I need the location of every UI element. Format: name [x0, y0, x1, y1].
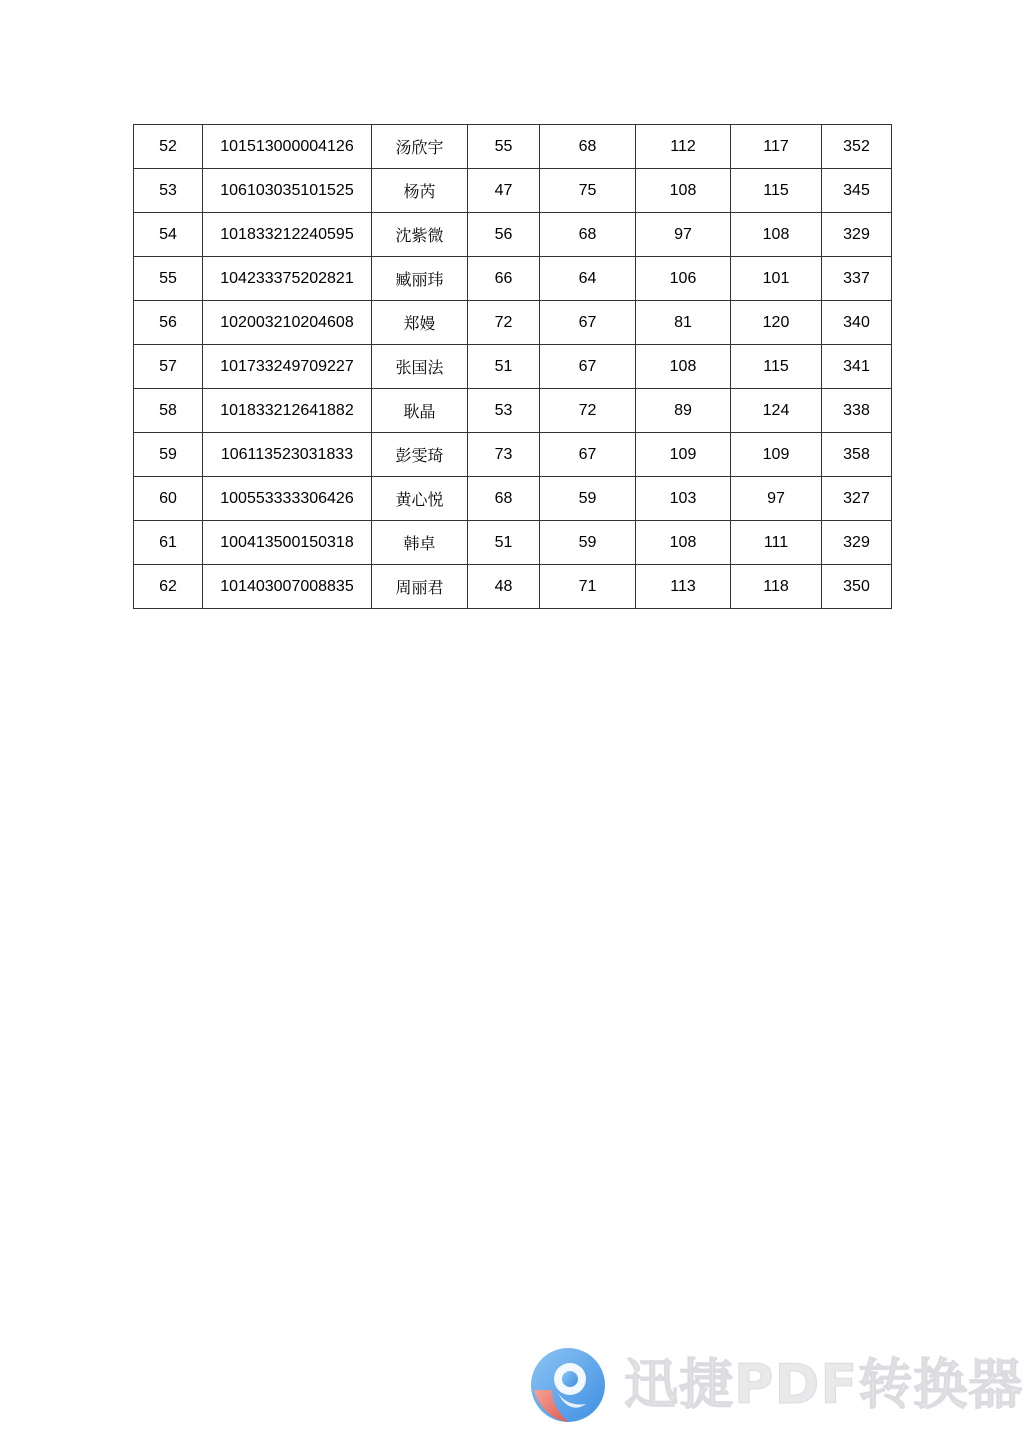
score-3-cell: 106 — [636, 257, 731, 301]
score-1-cell: 55 — [468, 125, 540, 169]
score-2-cell: 59 — [540, 521, 636, 565]
score-3-cell: 97 — [636, 213, 731, 257]
score-1-cell: 66 — [468, 257, 540, 301]
score-3-cell: 112 — [636, 125, 731, 169]
score-3-cell: 108 — [636, 345, 731, 389]
score-4-cell: 117 — [731, 125, 822, 169]
table-row — [134, 565, 892, 609]
total-score-cell: 345 — [822, 169, 892, 213]
score-1-cell: 68 — [468, 477, 540, 521]
total-score-cell: 327 — [822, 477, 892, 521]
exam-id-cell: 104233375202821 — [203, 257, 372, 301]
score-1-cell: 73 — [468, 433, 540, 477]
exam-id-cell: 106103035101525 — [203, 169, 372, 213]
score-3-cell: 81 — [636, 301, 731, 345]
score-4-cell: 115 — [731, 345, 822, 389]
exam-id-cell: 101733249709227 — [203, 345, 372, 389]
score-4-cell: 108 — [731, 213, 822, 257]
score-3-cell: 103 — [636, 477, 731, 521]
score-1-cell: 47 — [468, 169, 540, 213]
total-score-cell: 329 — [822, 521, 892, 565]
table-row — [134, 301, 892, 345]
student-name-cell: 耿晶 — [372, 389, 468, 433]
student-name-cell: 韩卓 — [372, 521, 468, 565]
table-row — [134, 169, 892, 213]
table-row — [134, 345, 892, 389]
score-4-cell: 111 — [731, 521, 822, 565]
score-2-cell: 67 — [540, 433, 636, 477]
student-name-cell: 彭雯琦 — [372, 433, 468, 477]
table-row — [134, 257, 892, 301]
score-1-cell: 51 — [468, 521, 540, 565]
total-score-cell: 338 — [822, 389, 892, 433]
total-score-cell: 341 — [822, 345, 892, 389]
exam-id-cell: 106113523031833 — [203, 433, 372, 477]
total-score-cell: 329 — [822, 213, 892, 257]
total-score-cell: 337 — [822, 257, 892, 301]
total-score-cell: 350 — [822, 565, 892, 609]
score-3-cell: 108 — [636, 169, 731, 213]
score-2-cell: 67 — [540, 345, 636, 389]
student-name-cell: 汤欣宇 — [372, 125, 468, 169]
row-number-cell: 61 — [134, 521, 203, 565]
score-2-cell: 68 — [540, 213, 636, 257]
row-number-cell: 57 — [134, 345, 203, 389]
row-number-cell: 56 — [134, 301, 203, 345]
score-2-cell: 59 — [540, 477, 636, 521]
student-name-cell: 郑嫚 — [372, 301, 468, 345]
row-number-cell: 55 — [134, 257, 203, 301]
exam-id-cell: 102003210204608 — [203, 301, 372, 345]
score-2-cell: 68 — [540, 125, 636, 169]
row-number-cell: 53 — [134, 169, 203, 213]
row-number-cell: 60 — [134, 477, 203, 521]
xunjie-logo-icon — [528, 1346, 608, 1424]
score-2-cell: 72 — [540, 389, 636, 433]
score-1-cell: 56 — [468, 213, 540, 257]
total-score-cell: 352 — [822, 125, 892, 169]
score-4-cell: 120 — [731, 301, 822, 345]
score-1-cell: 72 — [468, 301, 540, 345]
table-row — [134, 213, 892, 257]
table-row — [134, 125, 892, 169]
row-number-cell: 59 — [134, 433, 203, 477]
exam-id-cell: 100413500150318 — [203, 521, 372, 565]
score-table — [133, 124, 892, 609]
row-number-cell: 54 — [134, 213, 203, 257]
score-2-cell: 71 — [540, 565, 636, 609]
student-name-cell: 沈紫微 — [372, 213, 468, 257]
total-score-cell: 358 — [822, 433, 892, 477]
watermark-text: 迅捷PDF转换器 — [624, 1353, 1024, 1416]
row-number-cell: 62 — [134, 565, 203, 609]
total-score-cell: 340 — [822, 301, 892, 345]
table-row — [134, 521, 892, 565]
score-table-body — [134, 125, 892, 609]
score-3-cell: 113 — [636, 565, 731, 609]
student-name-cell: 杨芮 — [372, 169, 468, 213]
table-row — [134, 477, 892, 521]
score-4-cell: 97 — [731, 477, 822, 521]
score-3-cell: 109 — [636, 433, 731, 477]
score-4-cell: 124 — [731, 389, 822, 433]
table-row — [134, 389, 892, 433]
exam-id-cell: 101833212641882 — [203, 389, 372, 433]
student-name-cell: 张国法 — [372, 345, 468, 389]
score-3-cell: 89 — [636, 389, 731, 433]
score-4-cell: 118 — [731, 565, 822, 609]
score-4-cell: 109 — [731, 433, 822, 477]
score-4-cell: 101 — [731, 257, 822, 301]
score-3-cell: 108 — [636, 521, 731, 565]
score-4-cell: 115 — [731, 169, 822, 213]
watermark — [528, 1346, 1024, 1424]
exam-id-cell: 101513000004126 — [203, 125, 372, 169]
score-2-cell: 67 — [540, 301, 636, 345]
table-row — [134, 433, 892, 477]
score-1-cell: 53 — [468, 389, 540, 433]
row-number-cell: 58 — [134, 389, 203, 433]
exam-id-cell: 101403007008835 — [203, 565, 372, 609]
score-2-cell: 75 — [540, 169, 636, 213]
student-name-cell: 臧丽玮 — [372, 257, 468, 301]
exam-id-cell: 101833212240595 — [203, 213, 372, 257]
score-1-cell: 48 — [468, 565, 540, 609]
exam-id-cell: 100553333306426 — [203, 477, 372, 521]
score-2-cell: 64 — [540, 257, 636, 301]
score-1-cell: 51 — [468, 345, 540, 389]
row-number-cell: 52 — [134, 125, 203, 169]
student-name-cell: 周丽君 — [372, 565, 468, 609]
student-name-cell: 黄心悦 — [372, 477, 468, 521]
